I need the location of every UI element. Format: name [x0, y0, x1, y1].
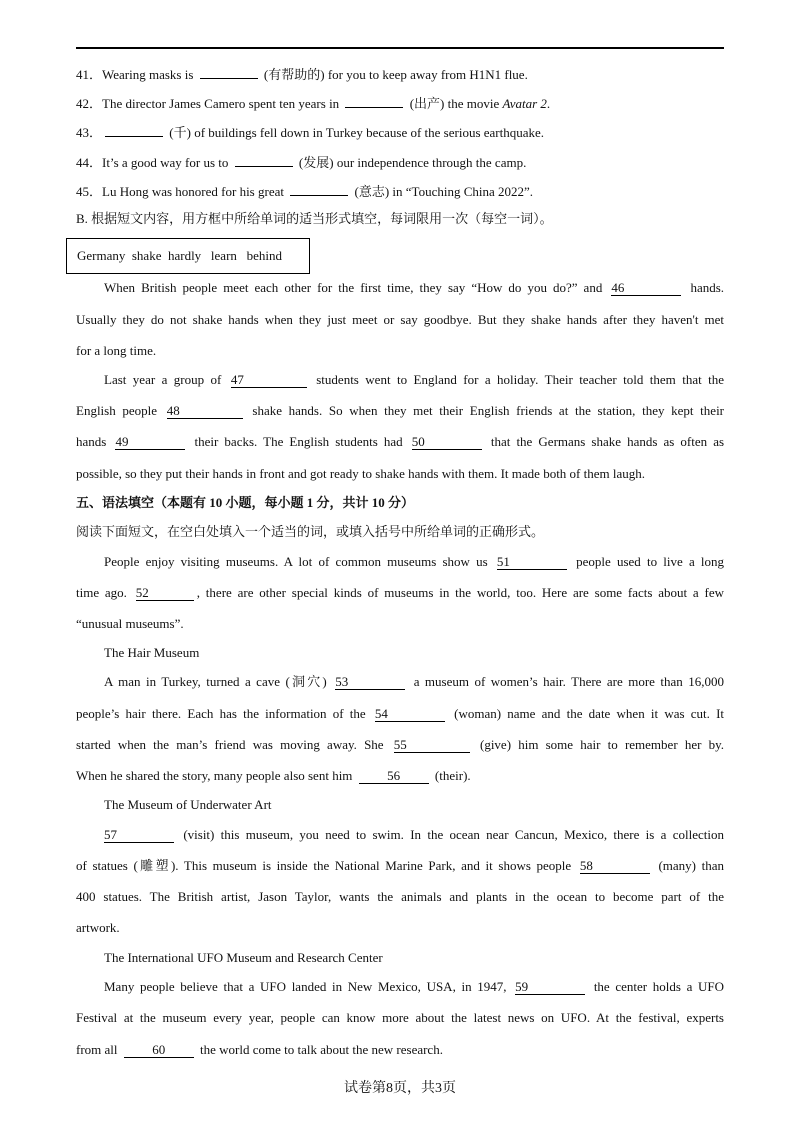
answer-blank-57[interactable]: 57 — [104, 828, 174, 843]
passage-line: of statues (雕塑). This museum is inside the National Marine Park, and it shows people 58 (many) than — [76, 858, 725, 873]
answer-blank-47[interactable]: 47 — [231, 373, 307, 388]
passage-line: Many people believe that a UFO landed in New Mexico, USA, in 1947, 59 the center holds a UFO — [104, 979, 724, 994]
part-b-instruction: B. 根据短文内容，用方框中所给单词的适当形式填空，每词限用一次（每空一词）。 — [76, 211, 553, 226]
question-44: 44．It’s a good way for us to (发展) our independence through the camp. — [76, 152, 526, 171]
passage-line: Festival at the museum every year, people can know more about the latest news on UFO. At the festival, experts — [76, 1010, 724, 1025]
answer-blank-49[interactable]: 49 — [115, 435, 185, 450]
section-title: 五、语法填空（本题有 10 小题，每小题 1 分，共计 10 分） — [76, 495, 415, 510]
answer-blank-50[interactable]: 50 — [412, 435, 482, 450]
answer-blank-41[interactable] — [200, 64, 258, 79]
top-rule — [76, 47, 724, 49]
answer-blank-51[interactable]: 51 — [497, 555, 567, 570]
passage-line: artwork. — [76, 920, 120, 935]
answer-blank-48[interactable]: 48 — [167, 404, 243, 419]
passage-b-line: possible, so they put their hands in front and got ready to shake hands with them. It made both of them laugh. — [76, 466, 646, 481]
answer-blank-42[interactable] — [345, 93, 403, 108]
passage-line: When he shared the story, many people also sent him 56 (their). — [76, 768, 471, 783]
question-43: 43． (千) of buildings fell down in Turkey because of the serious earthquake. — [76, 122, 544, 141]
word-box: Germany shake hardly learn behind — [66, 238, 310, 274]
answer-blank-44[interactable] — [235, 152, 293, 167]
answer-blank-59[interactable]: 59 — [515, 980, 585, 995]
passage-line: A man in Turkey, turned a cave (洞穴) 53 a museum of women’s hair. There are more than 16,000 — [104, 674, 725, 689]
answer-blank-52[interactable]: 52 — [136, 586, 194, 601]
passage-b-line: Last year a group of 47 students went to England for a holiday. Their teacher told them that the — [104, 372, 725, 387]
passage-line: time ago. 52 , there are other special kinds of museums in the world, too. Here are some facts about a few — [76, 585, 724, 600]
answer-blank-54[interactable]: 54 — [375, 707, 445, 722]
passage-line: from all 60 the world come to talk about the new research. — [76, 1042, 443, 1057]
passage-b-line: When British people meet each other for the first time, they say “How do you do?” and 46 hands. — [104, 280, 725, 295]
answer-blank-56[interactable]: 56 — [359, 769, 429, 784]
passage-line: 400 statues. The British artist, Jason Taylor, wants the animals and plants in the ocean to become part of the — [76, 889, 724, 904]
answer-blank-58[interactable]: 58 — [580, 859, 650, 874]
passage-line: started when the man’s friend was moving away. She 55 (give) him some hair to remember her by. — [76, 737, 725, 752]
answer-blank-60[interactable]: 60 — [124, 1043, 194, 1058]
question-42: 42．The director James Camero spent ten years in (出产) the movie Avatar 2. — [76, 93, 550, 112]
passage-b-line: hands 49 their backs. The English students had 50 that the Germans shake hands as often as — [76, 434, 725, 449]
ufo-museum-title: The International UFO Museum and Research Center — [104, 950, 383, 965]
question-45: 45．Lu Hong was honored for his great (意志) in “Touching China 2022”. — [76, 181, 533, 200]
answer-blank-53[interactable]: 53 — [335, 675, 405, 690]
answer-blank-46[interactable]: 46 — [611, 281, 681, 296]
answer-blank-55[interactable]: 55 — [394, 738, 470, 753]
hair-museum-title: The Hair Museum — [104, 645, 200, 660]
underwater-museum-title: The Museum of Underwater Art — [104, 797, 272, 812]
passage-b-line: for a long time. — [76, 343, 157, 358]
passage-line: people’s hair there. Each has the information of the 54 (woman) name and the date when it was cut. It — [76, 706, 725, 721]
section-instruction: 阅读下面短文，在空白处填入一个适当的词，或填入括号中所给单词的正确形式。 — [76, 524, 545, 539]
passage-line: 57 (visit) this museum, you need to swim. In the ocean near Cancun, Mexico, there is a collection — [104, 827, 724, 842]
page-footer: 试卷第8页，共3页 — [344, 1081, 456, 1096]
passage-b-line: English people 48 shake hands. So when they met their English friends at the station, they kept their — [76, 403, 725, 418]
answer-blank-45[interactable] — [290, 181, 348, 196]
passage-b-line: Usually they do not shake hands when they just meet or say goodbye. But they shake hands after they haven't met — [76, 312, 724, 327]
answer-blank-43[interactable] — [105, 122, 163, 137]
question-41: 41．Wearing masks is (有帮助的) for you to keep away from H1N1 flue. — [76, 64, 528, 83]
passage-line: People enjoy visiting museums. A lot of common museums show us 51 people used to live a long — [104, 554, 725, 569]
passage-line: “unusual museums”. — [76, 616, 184, 631]
